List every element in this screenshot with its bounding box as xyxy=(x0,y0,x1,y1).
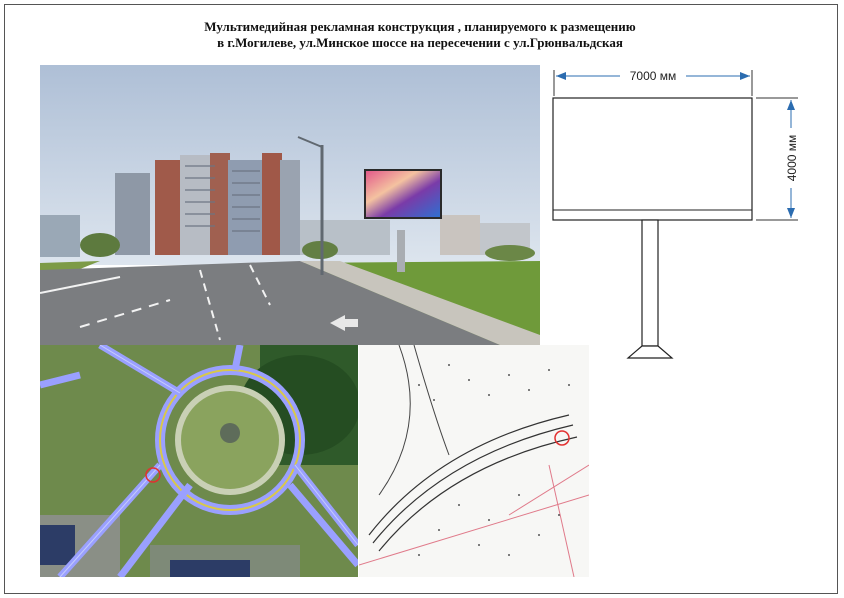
billboard-panel xyxy=(553,98,752,220)
advertising-screen-photo xyxy=(366,171,440,217)
street-photo xyxy=(40,65,540,345)
height-dimension-label: 4000 мм xyxy=(785,134,799,182)
billboard-base xyxy=(628,346,672,358)
billboard-drawing xyxy=(548,62,808,372)
billboard-post xyxy=(642,220,658,346)
document-title xyxy=(120,19,720,51)
title-line-1: Мультимедийная рекламная конструкция , планируемого к размещению xyxy=(204,19,636,34)
aerial-map xyxy=(40,345,358,577)
width-dimension-label: 7000 мм xyxy=(629,69,677,83)
cadastral-plan xyxy=(359,345,589,577)
title-line-2: в г.Могилеве, ул.Минское шоссе на пересечении с ул.Грюнвальдская xyxy=(217,35,623,50)
